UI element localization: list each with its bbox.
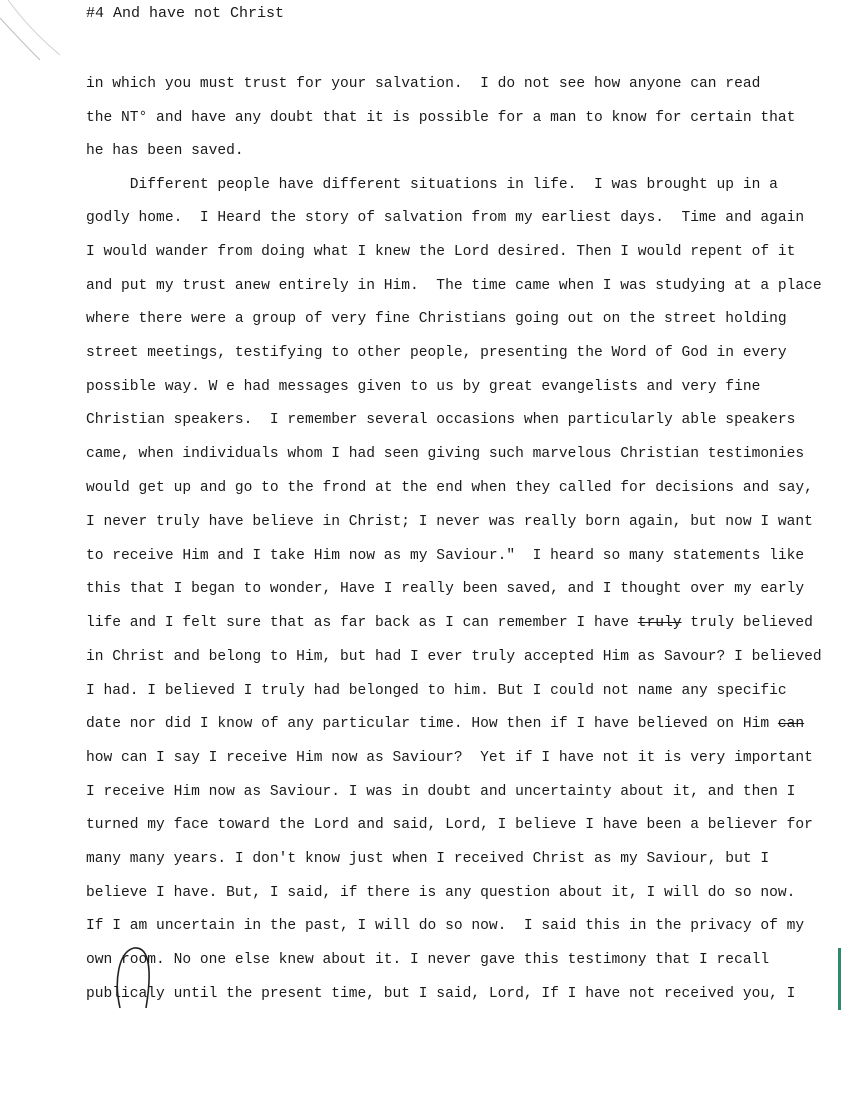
text-line: godly home. I Heard the story of salvation from my earliest days. Time and again xyxy=(86,210,805,226)
edge-color-mark xyxy=(838,948,841,1010)
text-line-with-strike: life and I felt sure that as far back as I can remember I have truly truly believed xyxy=(86,615,813,631)
text-line: the NT° and have any doubt that it is possible for a man to know for certain that xyxy=(86,110,796,126)
text-line: to receive Him and I take Him now as my Saviour." I heard so many statements like xyxy=(86,548,805,564)
text-line: where there were a group of very fine Christians going out on the street holding xyxy=(86,311,787,327)
text-line: believe I have. But, I said, if there is any question about it, I will do so now. xyxy=(86,885,796,901)
text-line: how can I say I receive Him now as Saviour? Yet if I have not it is very important xyxy=(86,750,813,766)
text-line: I receive Him now as Saviour. I was in doubt and uncertainty about it, and then I xyxy=(86,784,796,800)
text-line: Christian speakers. I remember several occasions when particularly able speakers xyxy=(86,412,796,428)
text-line: I never truly have believe in Christ; I never was really born again, but now I want xyxy=(86,514,813,530)
text-line: turned my face toward the Lord and said, Lord, I believe I have been a believer for xyxy=(86,817,813,833)
text-line: If I am uncertain in the past, I will do so now. I said this in the privacy of my xyxy=(86,918,805,934)
text-line: in which you must trust for your salvation. I do not see how anyone can read xyxy=(86,76,761,92)
text-line: I had. I believed I truly had belonged to him. But I could not name any specific xyxy=(86,683,787,699)
text-line: would get up and go to the frond at the end when they called for decisions and say, xyxy=(86,480,813,496)
text-line: came, when individuals whom I had seen giving such marvelous Christian testimonies xyxy=(86,446,805,462)
text-line: street meetings, testifying to other people, presenting the Word of God in every xyxy=(86,345,787,361)
text-line: publicaly until the present time, but I said, Lord, If I have not received you, I xyxy=(86,986,796,1002)
text-line: in Christ and belong to Him, but had I ever truly accepted Him as Savour? I believed xyxy=(86,649,822,665)
text-line: and put my trust anew entirely in Him. The time came when I was studying at a place xyxy=(86,278,822,294)
text-line: this that I began to wonder, Have I really been saved, and I thought over my early xyxy=(86,581,805,597)
scan-corner-mark xyxy=(0,0,120,120)
text-line: own room. No one else knew about it. I never gave this testimony that I recall xyxy=(86,952,770,968)
handwritten-loop-mark xyxy=(112,942,158,1012)
text-line: many many years. I don't know just when I received Christ as my Saviour, but I xyxy=(86,851,770,867)
struck-word: can xyxy=(777,716,805,732)
text-line: I would wander from doing what I knew the Lord desired. Then I would repent of it xyxy=(86,244,796,260)
text-line: he has been saved. xyxy=(86,143,244,159)
text-line: Different people have different situations in life. I was brought up in a xyxy=(86,177,778,193)
struck-word: truly xyxy=(637,615,682,631)
text-line-with-strike: date nor did I know of any particular time. How then if I have believed on Him can xyxy=(86,716,805,732)
text-line: possible way. W e had messages given to us by great evangelists and very fine xyxy=(86,379,761,395)
page-header: #4 And have not Christ xyxy=(86,5,285,22)
